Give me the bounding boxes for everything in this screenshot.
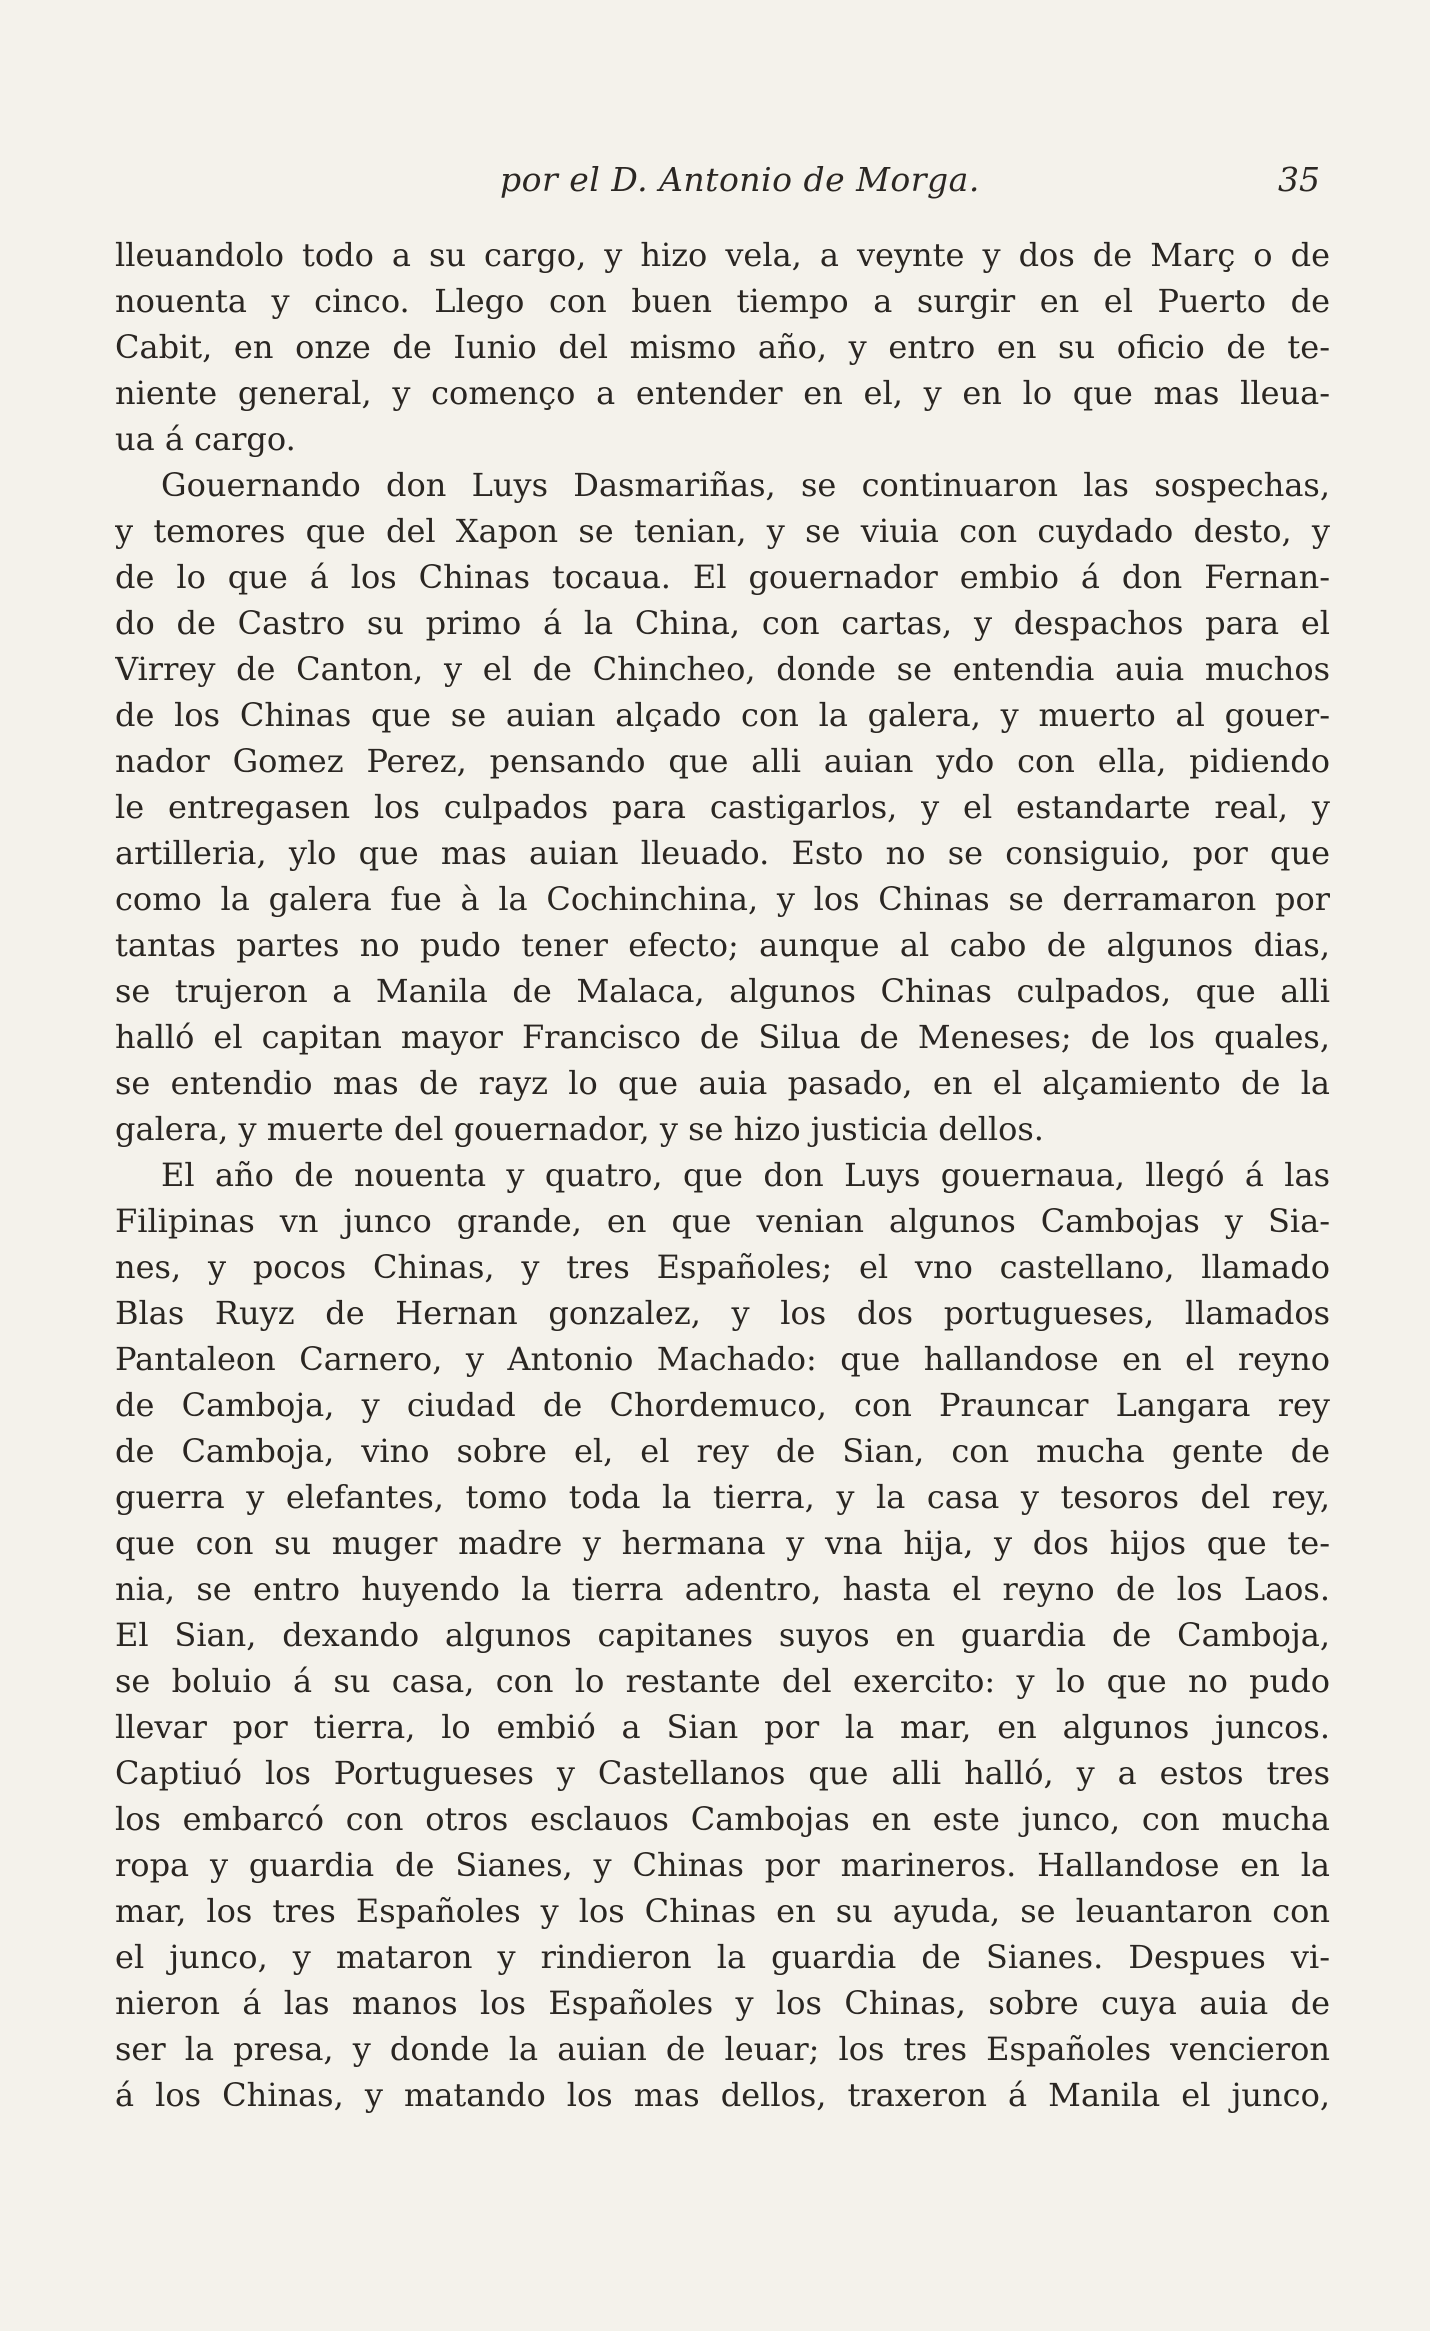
text-line: galera, y muerte del gouernador, y se hizo justicia dellos. (115, 1110, 1044, 1148)
text-line: Gouernando don Luys Dasmariñas, se continuaron las sospechas, (161, 466, 1330, 504)
text-line: nia, se entro huyendo la tierra adentro, hasta el reyno de los Laos. (115, 1570, 1330, 1608)
page-number: 35 (1278, 160, 1320, 199)
text-line: y temores que del Xapon se tenian, y se viuia con cuydado desto, y (115, 512, 1330, 550)
text-line: los embarcó con otros esclauos Cambojas en este junco, con mucha (115, 1800, 1330, 1838)
text-line: le entregasen los culpados para castigarlos, y el estandarte real, y (115, 788, 1330, 826)
paragraph (115, 462, 1330, 1152)
text-line: artilleria, ylo que mas auian lleuado. Esto no se consiguio, por que (115, 834, 1330, 872)
text-line: El Sian, dexando algunos capitanes suyos en guardia de Camboja, (115, 1616, 1330, 1654)
text-line: nouenta y cinco. Llego con buen tiempo a surgir en el Puerto de (115, 282, 1330, 320)
body-text (115, 232, 1330, 2118)
text-line: que con su muger madre y hermana y vna hija, y dos hijos que te- (115, 1524, 1330, 1562)
text-line: llevar por tierra, lo embió a Sian por la mar, en algunos juncos. (115, 1708, 1330, 1746)
text-line: niente general, y començo a entender en el, y en lo que mas lleua- (115, 374, 1330, 412)
text-line: de lo que á los Chinas tocaua. El gouernador embio á don Fernan- (115, 558, 1330, 596)
text-line: el junco, y mataron y rindieron la guardia de Sianes. Despues vi- (115, 1938, 1330, 1976)
text-line: tantas partes no pudo tener efecto; aunque al cabo de algunos dias, (115, 926, 1330, 964)
text-line: guerra y elefantes, tomo toda la tierra, y la casa y tesoros del rey, (115, 1478, 1330, 1516)
text-line: mar, los tres Españoles y los Chinas en su ayuda, se leuantaron con (115, 1892, 1330, 1930)
text-line: de los Chinas que se auian alçado con la galera, y muerto al gouer- (115, 696, 1330, 734)
text-line: lleuandolo todo a su cargo, y hizo vela, a veynte y dos de Març o de (115, 236, 1330, 274)
text-line: Cabit, en onze de Iunio del mismo año, y entro en su oficio de te- (115, 328, 1330, 366)
text-line: de Camboja, y ciudad de Chordemuco, con Prauncar Langara rey (115, 1386, 1330, 1424)
text-line: Captiuó los Portugueses y Castellanos que alli halló, y a estos tres (115, 1754, 1330, 1792)
text-line: Filipinas vn junco grande, en que venian algunos Cambojas y Sia- (115, 1202, 1330, 1240)
text-line: se entendio mas de rayz lo que auia pasado, en el alçamiento de la (115, 1064, 1330, 1102)
text-line: nador Gomez Perez, pensando que alli auian ydo con ella, pidiendo (115, 742, 1330, 780)
text-line: á los Chinas, y matando los mas dellos, traxeron á Manila el junco, (115, 2076, 1330, 2114)
text-line: ser la presa, y donde la auian de leuar; los tres Españoles vencieron (115, 2030, 1330, 2068)
page-header (0, 150, 1430, 210)
text-line: como la galera fue à la Cochinchina, y los Chinas se derramaron por (115, 880, 1330, 918)
text-line: Pantaleon Carnero, y Antonio Machado: que hallandose en el reyno (115, 1340, 1330, 1378)
text-line: El año de nouenta y quatro, que don Luys gouernaua, llegó á las (161, 1156, 1330, 1194)
paragraph (115, 1152, 1330, 2118)
text-line: ropa y guardia de Sianes, y Chinas por marineros. Hallandose en la (115, 1846, 1330, 1884)
paragraph (115, 232, 1330, 462)
text-line: nieron á las manos los Españoles y los Chinas, sobre cuya auia de (115, 1984, 1330, 2022)
text-line: halló el capitan mayor Francisco de Silua de Meneses; de los quales, (115, 1018, 1330, 1056)
text-line: do de Castro su primo á la China, con cartas, y despachos para el (115, 604, 1330, 642)
text-line: de Camboja, vino sobre el, el rey de Sian, con mucha gente de (115, 1432, 1330, 1470)
text-line: Virrey de Canton, y el de Chincheo, donde se entendia auia muchos (115, 650, 1330, 688)
text-line: ua á cargo. (115, 420, 296, 458)
text-line: se boluio á su casa, con lo restante del exercito: y lo que no pudo (115, 1662, 1330, 1700)
text-line: se trujeron a Manila de Malaca, algunos Chinas culpados, que alli (115, 972, 1330, 1010)
running-title: por el D. Antonio de Morga. (500, 160, 980, 199)
text-line: nes, y pocos Chinas, y tres Españoles; el vno castellano, llamado (115, 1248, 1330, 1286)
text-line: Blas Ruyz de Hernan gonzalez, y los dos portugueses, llamados (115, 1294, 1330, 1332)
